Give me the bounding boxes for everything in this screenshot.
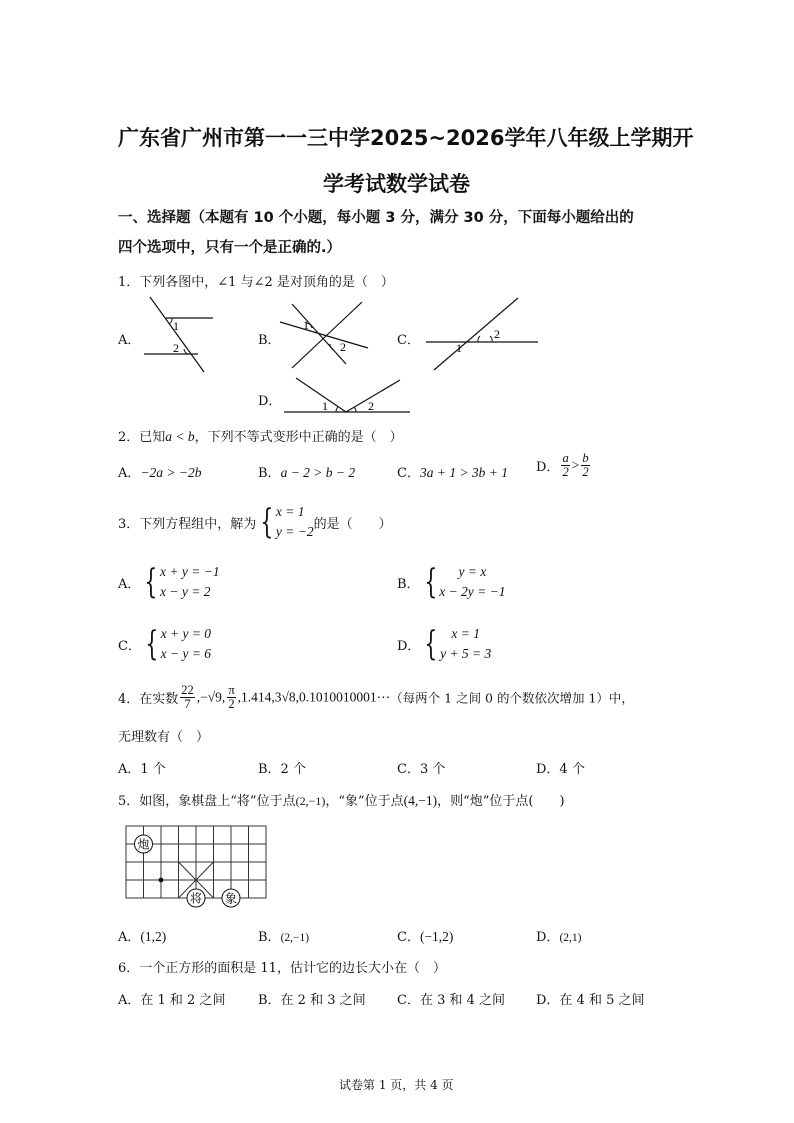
q5-piece-jiang-label: 将 [189, 891, 203, 906]
q3-c-eq2: x − y = 6 [160, 646, 212, 662]
q2-d-frac2-den: 2 [582, 465, 589, 480]
q2-option-a [118, 462, 201, 481]
q2-stem-condition: a < b [165, 429, 195, 444]
q3-c-label: C． [118, 638, 141, 654]
q2-a-label: A． [118, 466, 141, 481]
q4-stem-line2: 无理数有（ ） [118, 730, 210, 745]
q2-option-b [258, 462, 355, 481]
q4-frac2-num: π [228, 683, 235, 697]
q4-stem [118, 684, 634, 711]
q1-figure-b [276, 298, 372, 372]
q4-mid2: ,1.414,3√8,0.1010010001⋯ [237, 689, 391, 705]
q1-d-angle2: 2 [368, 399, 374, 413]
q4-frac1-den: 7 [184, 697, 191, 712]
q1-stem: 1．下列各图中，∠1 与∠2 是对顶角的是（ ） [118, 275, 394, 290]
q3-option-a: A． { x + y = −1 x − y = 2 [118, 562, 220, 603]
q1-option-c-label: C． [397, 333, 420, 348]
q2-stem [118, 426, 403, 445]
q3-b-eq1: y = x [458, 564, 487, 579]
q5-board-dot [159, 878, 164, 883]
q4-frac2-den: 2 [228, 697, 235, 712]
q5-point-xiang: (4,−1) [403, 793, 438, 808]
q1-b-angle2: 2 [340, 340, 346, 354]
q6-option-b: B．在 2 和 3 之间 [258, 993, 366, 1008]
q5-piece-pao-label: 炮 [137, 837, 150, 852]
q5-stem [118, 790, 565, 809]
q5-stem-suffix: ，则“炮”位于点( ) [437, 794, 565, 809]
q2-b-label: B． [258, 466, 281, 481]
q3-a-eq1: x + y = −1 [160, 564, 220, 579]
q1-c-angle1: 1 [456, 341, 462, 355]
q5-piece-xiang-label: 象 [224, 891, 238, 906]
q3-c-eq1: x + y = 0 [160, 626, 212, 641]
q5-b-label: B． [258, 930, 281, 945]
q3-stem-eq2: y = −2 [275, 524, 314, 540]
q3-stem-eq1: x = 1 [275, 504, 305, 519]
q2-option-d [536, 452, 592, 479]
q4-frac1 [180, 684, 195, 711]
q3-option-b: B． { y = x x − 2y = −1 [397, 562, 506, 603]
q1-b-angle1: 1 [303, 318, 309, 332]
q3-stem-system: { x = 1 y = −2 [260, 502, 314, 543]
q4-option-b: B．2 个 [258, 762, 306, 777]
page-footer: 试卷第 1 页，共 4 页 [339, 1078, 454, 1092]
q5-option-d [536, 926, 581, 945]
q5-stem-mid: ，“象”位于点 [325, 794, 404, 809]
q2-c-expr: 3a + 1 > 3b + 1 [419, 465, 509, 480]
q2-d-frac2-num: b [582, 451, 589, 465]
q1-d-angle1: 1 [322, 399, 328, 413]
q4-mid1: ,−√9, [196, 689, 226, 705]
q2-stem-suffix: ，下列不等式变形中正确的是（ ） [194, 430, 403, 445]
q2-b-expr: a − 2 > b − 2 [280, 465, 356, 480]
q3-d-eq1: x = 1 [451, 626, 480, 641]
q3-d-eq2: y + 5 = 3 [440, 646, 492, 662]
q4-frac1-num: 22 [181, 683, 194, 697]
q2-a-expr: −2a > −2b [140, 465, 202, 480]
q5-piece-pao [135, 835, 153, 853]
q5-option-a [118, 926, 166, 945]
q3-a-label: A． [118, 576, 141, 592]
q1-figure-c [426, 296, 542, 374]
q5-d-value: (2,1) [559, 932, 582, 944]
q5-a-label: A． [118, 930, 141, 945]
q5-c-label: C． [397, 930, 420, 945]
q3-a-eq2: x − y = 2 [160, 584, 211, 600]
q3-option-c: C． { x + y = 0 x − y = 6 [118, 624, 212, 665]
q5-option-b [258, 926, 309, 945]
section-heading-line1: 一、选择题（本题有 10 个小题，每小题 3 分，满分 30 分，下面每小题给出的 [118, 210, 634, 226]
q5-a-value: (1,2) [140, 929, 167, 944]
q5-option-c [397, 926, 453, 945]
q4-stem-suffix: （每两个 1 之间 0 的个数依次增加 1）中， [390, 690, 634, 706]
q2-d-frac1-num: a [562, 451, 569, 465]
q2-stem-prefix: 2．已知 [118, 430, 166, 445]
q4-option-a: A．1 个 [118, 762, 166, 777]
q3-b-label: B． [397, 576, 420, 592]
q5-point-jiang: (2,−1) [295, 794, 326, 808]
q6-option-a: A．在 1 和 2 之间 [118, 993, 226, 1008]
q3-stem [118, 502, 392, 543]
q1-option-b-label: B． [258, 333, 281, 348]
q5-chessboard-figure [118, 820, 278, 916]
q5-stem-prefix: 5．如图，象棋盘上“将”位于点 [118, 794, 296, 809]
q2-c-label: C． [397, 466, 420, 481]
q1-c-angle2: 2 [494, 327, 500, 341]
q1-figure-a [138, 294, 220, 376]
q3-b-eq2: x − 2y = −1 [439, 584, 506, 600]
q2-d-frac2 [581, 452, 589, 479]
q1-a-angle1: 1 [173, 319, 179, 333]
q6-option-c: C．在 3 和 4 之间 [397, 993, 506, 1008]
q5-c-value: (−1,2) [419, 929, 454, 944]
q5-d-label: D． [536, 930, 560, 945]
q1-option-d-label: D． [258, 394, 282, 409]
section-heading-line2: 四个选项中，只有一个是正确的.） [118, 240, 342, 256]
q1-figure-d [282, 376, 412, 418]
q1-option-a-label: A． [118, 333, 141, 348]
q5-piece-xiang [222, 889, 240, 907]
q3-stem-prefix: 3．下列方程组中，解为 [118, 516, 257, 532]
q3-d-label: D． [397, 638, 421, 654]
q4-option-d: D．4 个 [536, 762, 585, 777]
q4-frac2 [227, 684, 235, 711]
page-title-line1: 广东省广州市第一一三中学2025~2026学年八年级上学期开 [118, 126, 694, 150]
q3-option-d: D． { x = 1 y + 5 = 3 [397, 624, 492, 665]
q2-d-frac1 [561, 452, 569, 479]
q4-stem-prefix: 4．在实数 [118, 692, 179, 708]
q2-d-label: D． [536, 460, 560, 476]
q3-stem-suffix: 的是（ ） [313, 516, 392, 532]
q2-option-c [397, 462, 508, 481]
q5-b-value: (2,−1) [280, 932, 310, 944]
q6-stem: 6．一个正方形的面积是 11，估计它的边长大小在（ ） [118, 961, 446, 976]
q6-option-d: D．在 4 和 5 之间 [536, 993, 645, 1008]
q2-d-gt: > [571, 457, 580, 473]
q1-a-angle2: 2 [173, 341, 179, 355]
q2-d-frac1-den: 2 [562, 465, 569, 480]
page-title-line2: 学考试数学试卷 [323, 172, 470, 196]
q5-piece-jiang [187, 889, 205, 907]
q4-option-c: C．3 个 [397, 762, 446, 777]
